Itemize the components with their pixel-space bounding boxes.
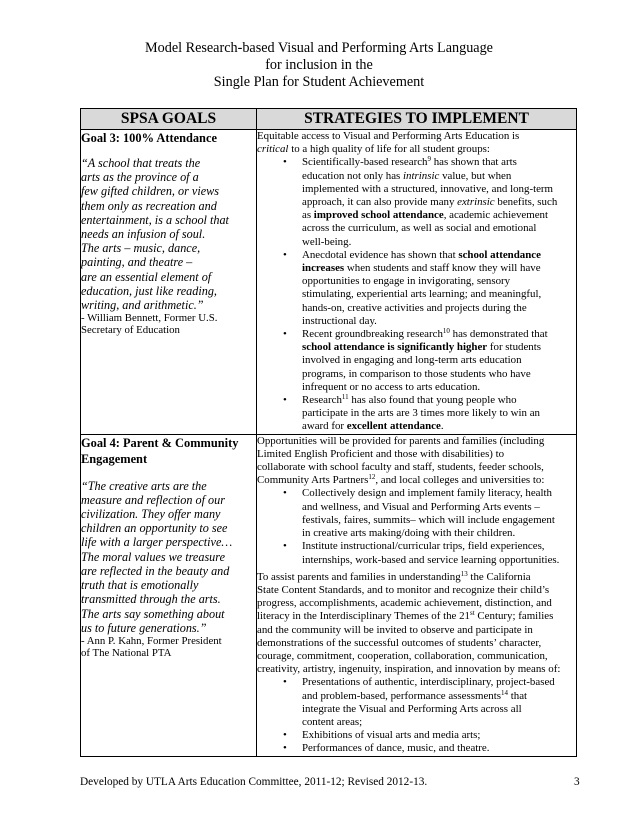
quote-line: The arts – music, dance, — [81, 241, 201, 256]
attribution-line: Secretary of Education — [81, 324, 180, 337]
goal-4-quote — [81, 479, 256, 635]
text: opportunities to engage in invigorating, sensory — [302, 275, 511, 288]
text: as — [302, 209, 314, 222]
spsa-table — [80, 108, 577, 757]
footnote-ref: 10 — [442, 327, 450, 336]
bold-text: increases — [302, 262, 345, 275]
text: progress, accomplishments, academic achievement, distinction, and — [257, 597, 552, 610]
text: that — [508, 689, 528, 702]
goal-3-intro-line-2 — [257, 143, 576, 156]
goal-4-bullet-list-c — [257, 676, 576, 755]
text: literacy in the Interdisciplinary Themes of the 21 — [257, 610, 471, 623]
text: has demonstrated that — [449, 328, 548, 341]
quote-line: The moral values we treasure — [81, 549, 225, 564]
quote-line: “The creative arts are the — [81, 478, 207, 493]
bullet-icon: • — [283, 156, 287, 169]
emphasis: intrinsic — [403, 169, 440, 182]
bullet-icon: • — [283, 248, 287, 261]
attribution-line: - Ann P. Kahn, Former President — [81, 634, 222, 647]
list-item — [257, 742, 576, 755]
text: participate in the arts are 3 times more likely to win an — [302, 407, 541, 420]
text: To assist parents and families in understanding — [257, 570, 461, 583]
goal-4-title — [81, 435, 256, 467]
text: . — [440, 420, 444, 433]
text: Collectively design and implement family literacy, health — [302, 487, 553, 500]
text: stimulating, experiential arts learning; and meaningful, — [302, 288, 542, 301]
text: Century; families — [474, 610, 554, 623]
text: involved in engaging and long-term arts education — [302, 354, 522, 367]
text: internships, work-based and service learning opportunities. — [302, 553, 560, 566]
page-number: 3 — [574, 776, 580, 788]
list-item — [257, 540, 576, 566]
list-item — [257, 328, 576, 394]
text: has shown that arts — [430, 156, 517, 169]
text: hands-on, creative activities and projects during the — [302, 301, 527, 314]
text: and wellness, and Visual and Performing Arts events – — [302, 500, 540, 513]
quote-line: entertainment, is a school that — [81, 212, 229, 227]
text: in creative arts making/doing with their children. — [302, 527, 516, 540]
quote-line: children an opportunity to see — [81, 521, 228, 536]
text: festivals, faires, summits– which will include engagement — [302, 513, 555, 526]
text: well-being. — [302, 235, 352, 248]
quote-line: us to future generations.” — [81, 620, 207, 635]
text: benefits, such — [494, 196, 558, 209]
quote-line: painting, and theatre – — [81, 255, 193, 270]
footnote-ref: st — [470, 609, 475, 618]
footnote-ref: 11 — [341, 393, 349, 402]
list-item — [257, 729, 576, 742]
goal-3-quote — [81, 156, 256, 312]
footnote-ref: 13 — [460, 569, 468, 578]
goal-3-attribution — [81, 312, 256, 336]
quote-line: are reflected in the beauty and — [81, 563, 230, 578]
text: education not only has — [302, 169, 404, 182]
text: and the community will be invited to observe and participate in — [257, 623, 533, 636]
text: courage, commitment, cooperation, collaboration, communication, — [257, 649, 548, 662]
goal-title-line: Engagement — [81, 451, 148, 466]
table-row-goal-4 — [81, 434, 577, 756]
quote-line: arts as the province of a — [81, 170, 199, 185]
text: Scientifically-based research — [302, 156, 428, 169]
emphasis: extrinsic — [457, 196, 495, 209]
goal-3-title: Goal 3: 100% Attendance — [81, 131, 217, 145]
text: content areas; — [302, 715, 363, 728]
document-title — [0, 40, 638, 91]
quote-line: civilization. They offer many — [81, 507, 221, 522]
text: approach, it can also provide many — [302, 196, 458, 209]
goal-3-strategies-cell — [257, 130, 577, 435]
intro-text — [257, 143, 490, 155]
bold-text: school attendance is significantly higher — [302, 341, 488, 354]
title-line-2: for inclusion in the — [265, 57, 373, 73]
quote-line: transmitted through the arts. — [81, 592, 221, 607]
list-item — [257, 487, 576, 540]
quote-line: writing, and arithmetic.” — [81, 298, 204, 313]
text: to a high quality of life for all student groups: — [288, 143, 490, 156]
goal-4-bullet-list-a — [257, 487, 576, 566]
col-header-strategies: STRATEGIES TO IMPLEMENT — [257, 109, 577, 130]
text: Recent groundbreaking research — [302, 328, 443, 341]
table-header-row — [81, 109, 577, 130]
bullet-icon: • — [283, 742, 287, 755]
goal-3-bullet-list — [257, 156, 576, 433]
bold-text: excellent attendance — [346, 420, 441, 433]
quote-line: education, just like reading, — [81, 283, 217, 298]
text: and problem-based, performance assessments — [302, 689, 501, 702]
text: Institute instructional/curricular trips, field experiences, — [302, 540, 545, 553]
list-item — [257, 676, 576, 729]
text: Performances of dance, music, and theatre. — [302, 742, 490, 755]
text: , academic achievement — [443, 209, 548, 222]
bullet-icon: • — [283, 487, 287, 500]
text: collaborate with school faculty and staff, students, feeder schools, — [257, 461, 544, 474]
table-row-goal-3 — [81, 130, 577, 435]
text: infrequent or no access to arts education. — [302, 380, 481, 393]
bullet-icon: • — [283, 540, 287, 553]
footnote-ref: 12 — [368, 473, 376, 482]
text: Anecdotal evidence has shown that — [302, 248, 459, 261]
list-item — [257, 394, 576, 434]
text: Community Arts Partners — [257, 474, 369, 487]
text: instructional day. — [302, 314, 377, 327]
text: Opportunities will be provided for parents and families (including — [257, 434, 545, 447]
text: Limited English Proficient and those with disabilities) to — [257, 447, 505, 460]
title-line-3: Single Plan for Student Achievement — [213, 74, 425, 90]
text: Exhibitions of visual arts and media arts; — [302, 729, 481, 742]
quote-line: them only as recreation and — [81, 198, 217, 213]
text: State Content Standards, and to monitor and recognize their child’s — [257, 583, 550, 596]
text: value, but when — [439, 169, 512, 182]
quote-line: life with a larger perspective… — [81, 535, 233, 550]
text: implemented with a structured, innovative, and long-term — [302, 182, 554, 195]
emphasis: critical — [257, 143, 289, 156]
goal-title-line: Goal 4: Parent & Community — [81, 435, 239, 450]
text: programs, in comparison to those students who have — [302, 367, 531, 380]
text: when students and staff know they will have — [344, 262, 541, 275]
bullet-icon: • — [283, 394, 287, 407]
col-header-spsa-goals: SPSA GOALS — [81, 109, 257, 130]
title-line-1: Model Research-based Visual and Performing Arts Language — [145, 40, 493, 56]
goal-4-cell — [81, 434, 257, 756]
bullet-icon: • — [283, 328, 287, 341]
quote-line: measure and reflection of our — [81, 492, 225, 507]
text: demonstrations of the successful outcomes of students’ character, — [257, 636, 542, 649]
text: for students — [487, 341, 541, 354]
text: integrate the Visual and Performing Arts across all — [302, 702, 522, 715]
goal-4-strategies-cell — [257, 434, 577, 756]
quote-line: The arts say something about — [81, 606, 225, 621]
text: Presentations of authentic, interdisciplinary, project-based — [302, 676, 555, 689]
text: the California — [467, 570, 531, 583]
quote-line: few gifted children, or views — [81, 184, 219, 199]
text: Research — [302, 394, 342, 407]
attribution-line: of The National PTA — [81, 646, 172, 659]
list-item — [257, 156, 576, 248]
bullet-icon: • — [283, 729, 287, 742]
attribution-line: - William Bennett, Former U.S. — [81, 312, 218, 325]
quote-line: truth that is emotionally — [81, 578, 199, 593]
page-footer: Developed by UTLA Arts Education Committee, 2011-12; Revised 2012-13. — [80, 776, 428, 788]
bullet-icon: • — [283, 676, 287, 689]
quote-line: “A school that treats the — [81, 156, 201, 170]
text: award for — [302, 420, 347, 433]
text: , and local colleges and universities to: — [375, 474, 545, 487]
text: has also found that young people who — [348, 394, 517, 407]
bold-text: improved school attendance — [313, 209, 444, 222]
goal-3-intro-line-1: Equitable access to Visual and Performing Arts Education is — [257, 130, 520, 142]
text: across the curriculum, as well as social and emotional — [302, 222, 537, 235]
bold-text: school attendance — [458, 248, 541, 261]
goal-3-cell — [81, 130, 257, 435]
quote-line: needs an infusion of soul. — [81, 227, 206, 242]
goal-4-attribution — [81, 635, 256, 659]
quote-line: are an essential element of — [81, 269, 212, 284]
footnote-ref: 14 — [501, 688, 508, 697]
footnote-ref: 9 — [427, 155, 431, 164]
list-item — [257, 249, 576, 328]
text: creativity, artistry, ingenuity, inspiration, and innovation by means of: — [257, 663, 561, 676]
